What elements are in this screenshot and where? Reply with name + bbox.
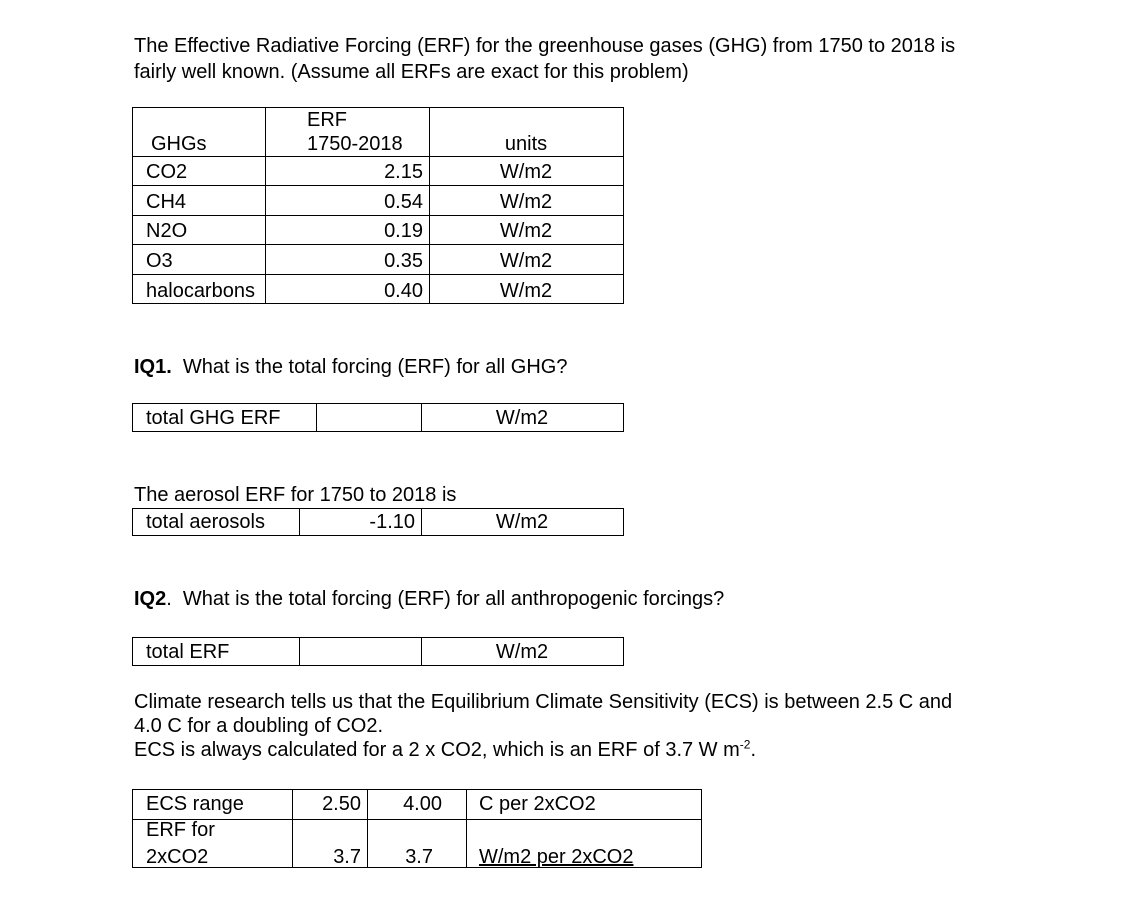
intro-paragraph: [134, 33, 955, 85]
ghg-row-units: W/m2: [499, 191, 553, 213]
climate-line-3-superscript: -2: [739, 737, 751, 752]
aerosol-table: [132, 508, 624, 536]
ghg-row-gas: CH4: [146, 191, 187, 213]
question-2-text: . What is the total forcing (ERF) for all anthropogenic forcings?: [166, 588, 725, 610]
climate-line-3-text: ECS is always calculated for a 2 x CO2, which is an ERF of 3.7 W m: [134, 739, 740, 761]
aerosol-value: -1.10: [369, 511, 415, 533]
total-ghg-erf-table: [132, 403, 624, 432]
ghg-row-erf: 2.15: [384, 161, 423, 183]
total-erf-label: total ERF: [146, 641, 230, 663]
intro-line-1: The Effective Radiative Forcing (ERF) for the greenhouse gases (GHG) from 1750 to 2018 is: [134, 35, 956, 57]
climate-line-3: [134, 738, 952, 762]
ghg-row-units: W/m2: [499, 161, 553, 183]
ghg-row-erf: 0.35: [384, 250, 423, 272]
intro-line-2: fairly well known. (Assume all ERFs are exact for this problem): [134, 61, 689, 83]
total-erf-table: [132, 637, 624, 666]
ghg-row-gas: O3: [146, 250, 173, 272]
aerosol-intro: The aerosol ERF for 1750 to 2018 is: [134, 484, 457, 506]
ghg-row-units: W/m2: [499, 220, 553, 242]
erf-2xco2-units: W/m2 per 2xCO2: [479, 846, 634, 868]
ghg-row-erf: 0.54: [384, 191, 423, 213]
question-2-label: IQ2: [134, 588, 167, 610]
ecs-table: [132, 789, 702, 868]
erf-2xco2-label-line-1: ERF for: [146, 819, 215, 841]
aerosol-label: total aerosols: [146, 511, 265, 533]
ghg-header-erf: ERF: [307, 109, 347, 131]
erf-2xco2-label-line-2: 2xCO2: [146, 846, 209, 868]
ghg-header-gases: GHGs: [151, 133, 207, 155]
ghg-row-units: W/m2: [499, 280, 553, 302]
ghg-row-gas: N2O: [146, 220, 188, 242]
question-2: [134, 586, 724, 612]
climate-line-1: Climate research tells us that the Equilibrium Climate Sensitivity (ECS) is between 2.5 C and: [134, 691, 953, 713]
total-erf-units: W/m2: [495, 641, 549, 663]
total-ghg-erf-label: total GHG ERF: [146, 407, 281, 429]
ghg-row-gas: CO2: [146, 161, 188, 183]
ecs-range-high: 4.00: [403, 793, 442, 815]
erf-2xco2-low: 3.7: [333, 846, 361, 868]
climate-line-3-end: .: [750, 739, 757, 761]
question-1: [134, 354, 567, 380]
climate-paragraph: [134, 690, 952, 762]
question-1-text: What is the total forcing (ERF) for all GHG?: [171, 356, 568, 378]
ghg-table: [132, 107, 624, 304]
total-ghg-erf-units: W/m2: [495, 407, 549, 429]
ghg-row-units: W/m2: [499, 250, 553, 272]
ecs-range-low: 2.50: [322, 793, 361, 815]
question-1-label: IQ1.: [134, 356, 172, 378]
ghg-header-period: 1750-2018: [307, 133, 403, 155]
ecs-range-units: C per 2xCO2: [479, 793, 596, 815]
aerosol-units: W/m2: [495, 511, 549, 533]
ghg-row-erf: 0.40: [384, 280, 423, 302]
ghg-row-gas: halocarbons: [146, 280, 255, 302]
ecs-range-label: ECS range: [146, 793, 244, 815]
total-erf-input[interactable]: [301, 639, 420, 664]
ghg-row-erf: 0.19: [384, 220, 423, 242]
ghg-header-units: units: [504, 133, 548, 155]
erf-2xco2-high: 3.7: [405, 846, 433, 868]
climate-line-2: 4.0 C for a doubling of CO2.: [134, 715, 384, 737]
total-ghg-erf-input[interactable]: [318, 405, 420, 430]
